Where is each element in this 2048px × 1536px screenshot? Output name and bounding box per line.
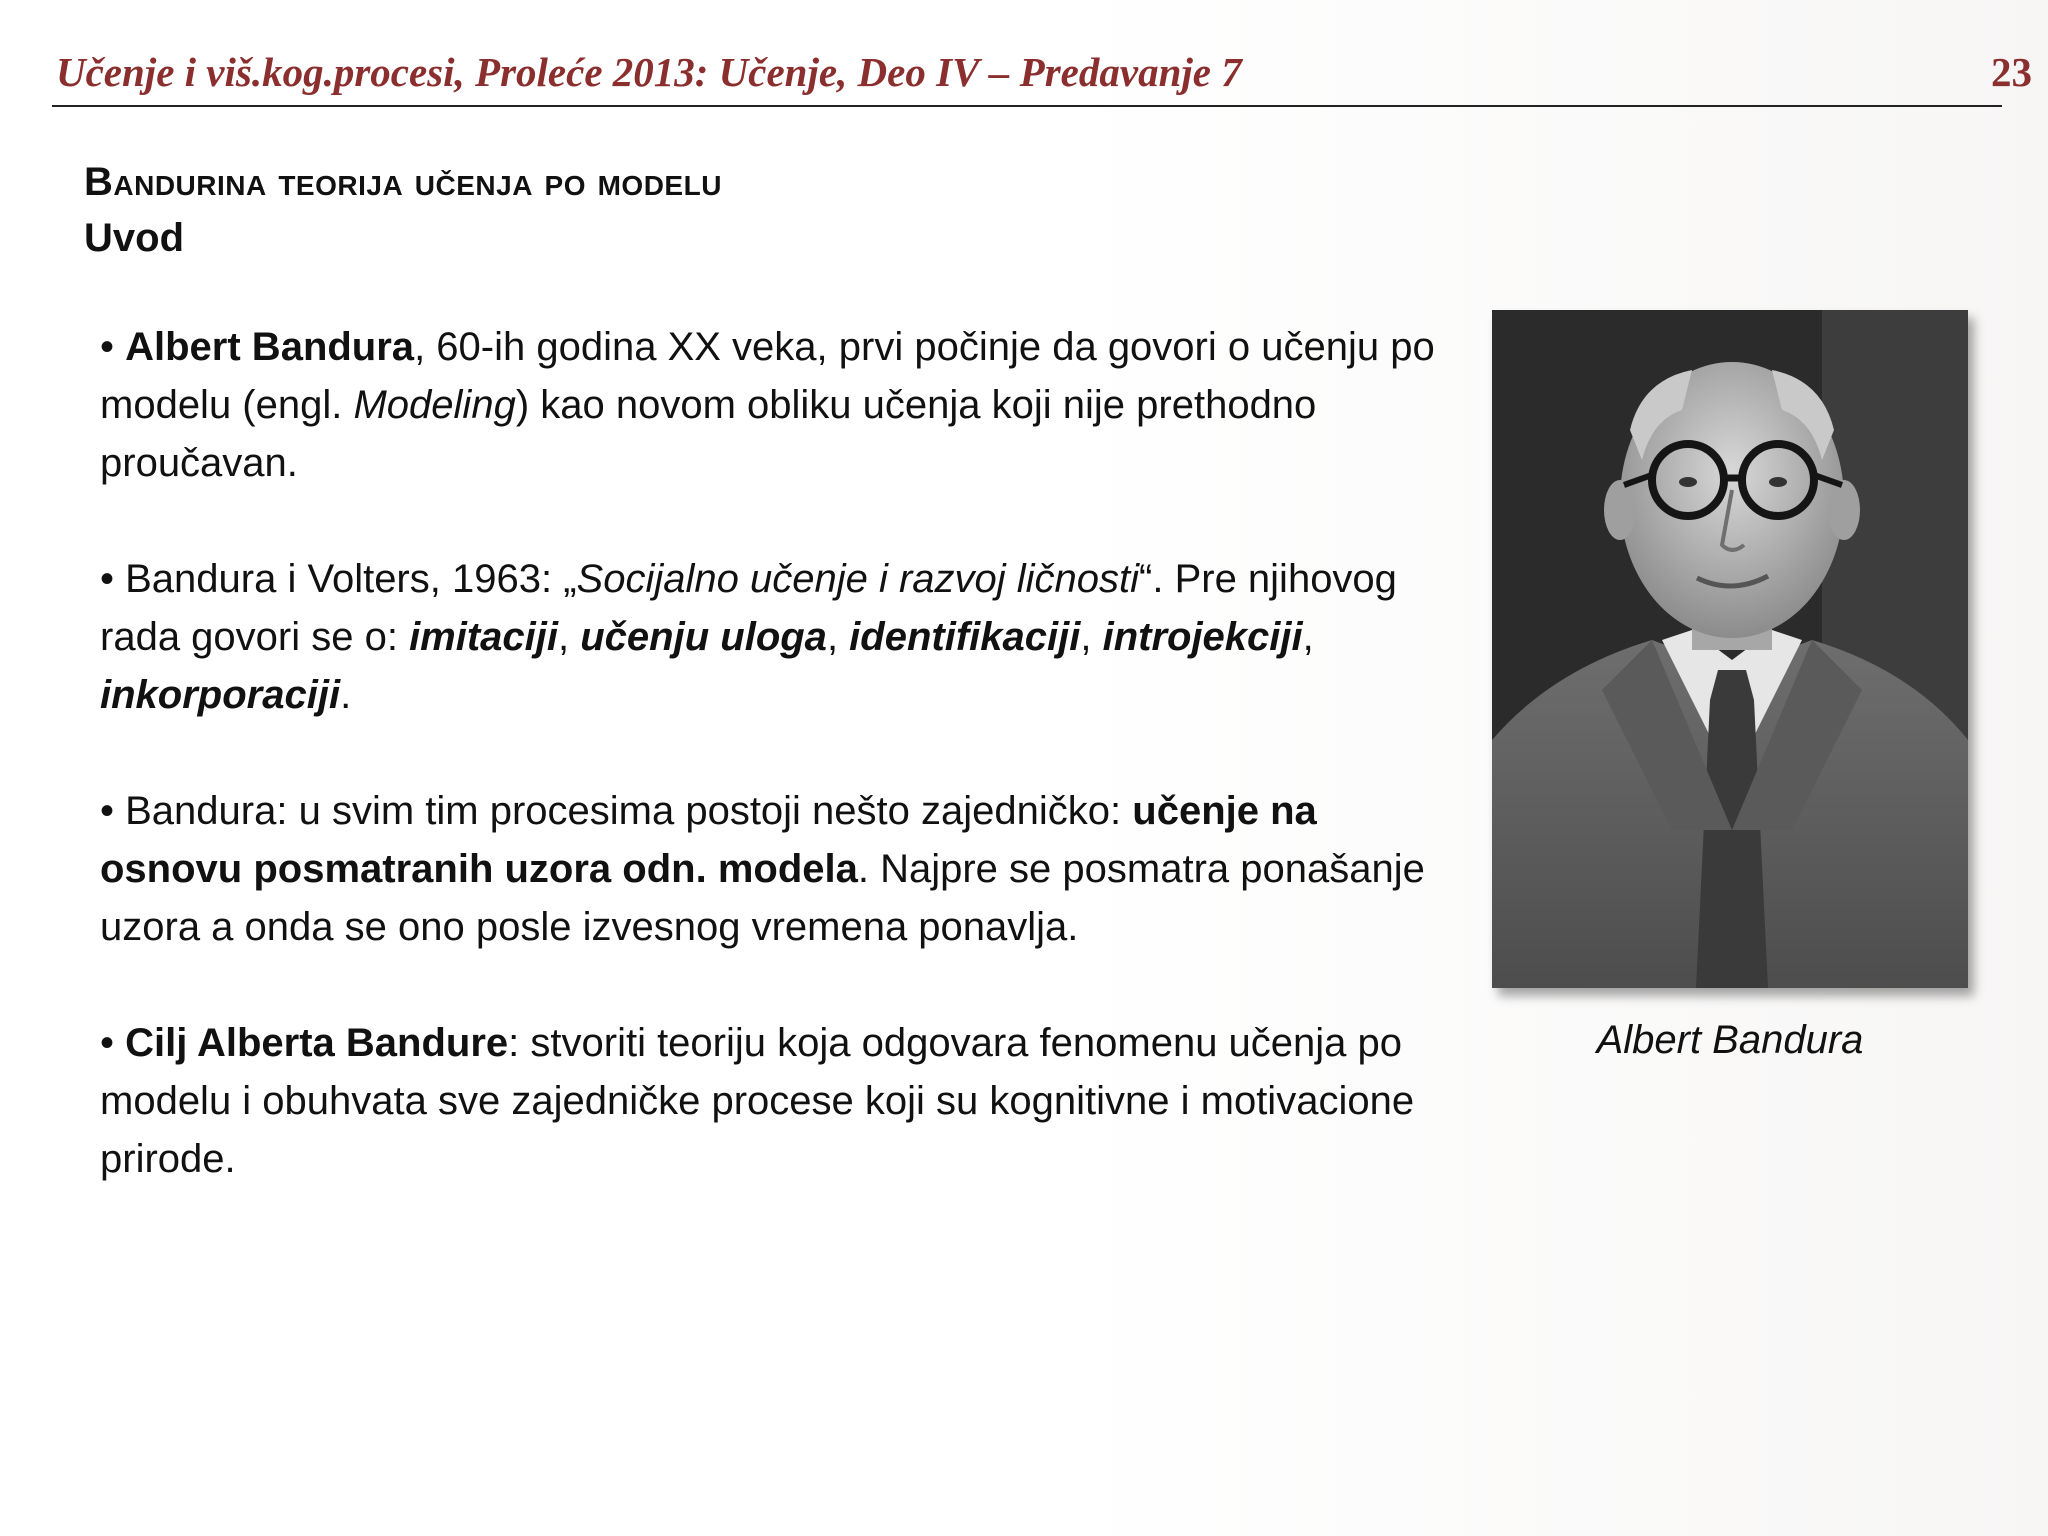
bullet-italic-title: Socijalno učenje i razvoj ličnosti [576, 557, 1140, 601]
section-title-text: Bandurina teorija učenja po modelu [84, 160, 722, 204]
bullet-list [100, 318, 1470, 1246]
portrait-illustration [1492, 310, 1968, 988]
separator: , [1080, 615, 1103, 659]
slide-header [52, 38, 2032, 106]
bullet-item: • Cilj Alberta Bandure: stvoriti teoriju koja odgovara fenomenu učenja po modelu i obuhvata sve zajedničke procese koji su kognitivne i motivacione prirode. [100, 1021, 1415, 1181]
term-incorporation: inkorporaciji [100, 673, 341, 717]
photo-caption: Albert Bandura [1596, 1018, 1864, 1062]
section-title [84, 160, 722, 205]
bullet-italic: Modeling [353, 383, 516, 427]
bullet-text: Bandura: u svim tim procesima postoji nešto zajedničko: [125, 789, 1133, 833]
bullet-text: ) kao novom obliku učenja koji nije prethodno proučavan. [100, 383, 1317, 485]
sentence-end: . [340, 673, 352, 717]
bullet-bold-lead: Albert Bandura [125, 325, 415, 369]
section-subtitle: Uvod [84, 216, 184, 260]
bullet-bold: učenje na osnovu posmatranih uzora odn. modela [100, 789, 1317, 891]
bullet-item: • Albert Bandura, 60-ih godina XX veka, prvi počinje da govori o učenju po modelu (engl. Modeling) kao novom obliku učenja koji nije prethodno proučavan. [100, 325, 1435, 485]
term-imitation: imitaciji [409, 615, 559, 659]
separator: , [558, 615, 581, 659]
bullet-text: . Najpre se posmatra ponašanje uzora a onda se ono posle izvesnog vremena ponavlja. [100, 847, 1425, 949]
term-identification: identifikaciji [849, 615, 1081, 659]
term-introjection: introjekciji [1102, 615, 1303, 659]
bullet-item: • Bandura i Volters, 1963: „Socijalno učenje i razvoj ličnosti“. Pre njihovog rada govori se o: imitaciji, učenju uloga, identifikaciji, introjekciji, inkorporaciji. [100, 557, 1397, 717]
bullet-text: Bandura i Volters, 1963: „ [125, 557, 577, 601]
bullet-item: • Bandura: u svim tim procesima postoji nešto zajedničko: učenje na osnovu posmatranih uzora odn. modela. Najpre se posmatra ponašanje uzora a onda se ono posle izvesnog vremena ponavlja. [100, 789, 1425, 949]
bullet-text: , 60-ih godina XX veka, prvi počinje da govori o učenju po modelu (engl. [100, 325, 1435, 427]
header-divider [52, 105, 2002, 107]
header-title: Učenje i viš.kog.procesi, Proleće 2013: Učenje, Deo IV – Predavanje 7 [56, 49, 1242, 95]
term-role-learning: učenju uloga [580, 615, 827, 659]
separator: , [1302, 615, 1314, 659]
separator: , [826, 615, 850, 659]
bullet-text: : stvoriti teoriju koja odgovara fenomenu učenja po modelu i obuhvata sve zajedničke procese koji su kognitivne i motivacione prirode. [100, 1021, 1415, 1181]
portrait-photo [1492, 310, 1968, 988]
bullet-bold-lead: Cilj Alberta Bandure [125, 1021, 509, 1065]
bullet-text: “. Pre njihovog rada govori se o: [100, 557, 1397, 659]
page-number: 23 [1991, 49, 2032, 95]
